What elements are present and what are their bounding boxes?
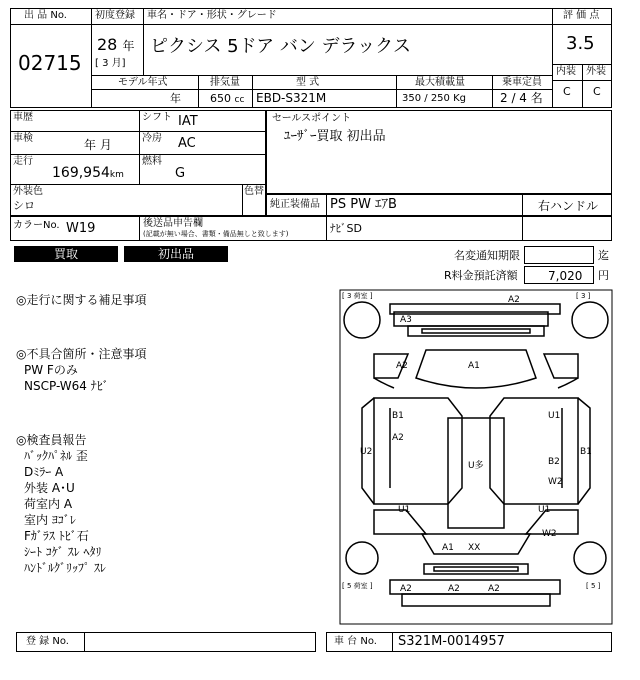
mileage: 169,954km	[52, 165, 124, 181]
mark-u1-left-bottom: U1	[398, 505, 411, 515]
chassis-label: 車 台 No.	[334, 636, 377, 647]
exterior-grade: C	[593, 85, 601, 98]
name-change-label: 名変通知期限	[454, 249, 520, 262]
mark-b1-left: B1	[392, 411, 404, 421]
inspector-item: 荷室内 A	[24, 497, 73, 511]
ac-label: 冷房	[142, 133, 162, 144]
inspector-item: Fｶﾞﾗｽ ﾄﾋﾞ石	[24, 529, 89, 543]
mark-w2-right-top: W2	[548, 477, 563, 487]
mark-a2-left: A2	[392, 433, 404, 443]
reg-no-label: 登 録 No.	[26, 636, 69, 647]
inspector-title: ◎検査員報告	[16, 433, 87, 447]
exterior-color: シロ	[13, 199, 35, 212]
later-items-label: 後送品申告欄	[143, 218, 203, 229]
inspector-item: ﾊﾞｯｸﾊﾟﾈﾙ 歪	[24, 449, 88, 463]
history-label: 車歴	[13, 112, 33, 123]
fuel: G	[175, 166, 186, 181]
first-listing-badge: 初出品	[124, 246, 228, 262]
inspector-section	[16, 432, 106, 576]
mark-u2-left: U2	[360, 447, 373, 457]
shift-label: シフト	[142, 112, 172, 123]
mark-roof-front: A1	[468, 361, 480, 371]
mark-bumper-a2-2: A2	[448, 584, 460, 594]
model-year-label: モデル年式	[118, 77, 168, 88]
notes-section	[16, 292, 146, 308]
first-reg-year: 28 年	[97, 35, 135, 54]
mark-center: U多	[468, 461, 484, 471]
extra-equipment: ﾅﾋﾞSD	[330, 222, 362, 235]
max-load: 350 / 250 Kg	[402, 93, 466, 104]
steering: 右ハンドル	[538, 199, 599, 213]
inspector-item: ｼｰﾄ ｺｹﾞ ｽﾚ ﾍﾀﾘ	[24, 545, 102, 559]
diagram-corner-tl: [ 3 荷室 ]	[342, 292, 373, 300]
mark-b1-right: B1	[580, 447, 592, 457]
sales-point-label: セールスポイント	[272, 113, 352, 124]
diagram-corner-tr: [ 3 ]	[576, 292, 591, 300]
mark-front-xx: XX	[468, 543, 481, 553]
interior-label: 内装	[556, 66, 576, 77]
lot-no-label: 出 品 No.	[24, 10, 67, 21]
first-reg-label: 初度登録	[95, 10, 135, 21]
name-change-box	[524, 246, 594, 264]
car-name: ピクシス 5ドア バン デラックス	[150, 36, 411, 57]
interior-grade: C	[563, 85, 571, 98]
inspector-item: ﾊﾝﾄﾞﾙｸﾞﾘｯﾌﾟ ｽﾚ	[24, 561, 106, 575]
first-reg-month: [ 3 月]	[95, 58, 126, 69]
score: 3.5	[566, 33, 595, 54]
displacement-label: 排気量	[210, 77, 240, 88]
inspection-label: 車検	[13, 133, 33, 144]
purchase-badge: 買取	[14, 246, 118, 262]
shift: IAT	[178, 114, 198, 129]
mark-b2-right: B2	[548, 457, 560, 467]
defects-title: ◎不具合箇所・注意事項	[16, 347, 147, 361]
type-label: 型 式	[296, 77, 320, 88]
recycle-value: 7,020	[548, 269, 583, 283]
mark-bumper-a2-1: A2	[400, 584, 412, 594]
mark-top-bumper: A2	[508, 295, 520, 305]
capacity-label: 乗車定員	[502, 77, 542, 88]
diagram-corner-br: [ 5 ]	[586, 582, 601, 590]
defect-item: PW Fのみ	[24, 363, 78, 377]
mark-w2-right-bottom: W2	[542, 529, 557, 539]
name-change-unit: 迄	[598, 249, 609, 262]
exterior-label: 外装	[586, 66, 606, 77]
lot-no: 02715	[18, 51, 82, 75]
score-label: 評 価 点	[563, 10, 600, 21]
mark-front-a1: A1	[442, 543, 454, 553]
mark-u1-right-top: U1	[548, 411, 561, 421]
fuel-label: 燃料	[142, 156, 162, 167]
defect-item: NSCP-W64 ﾅﾋﾞ	[24, 379, 109, 393]
color-no-label: カラーNo.	[13, 220, 60, 231]
mark-u1-right-bottom: U1	[538, 505, 551, 515]
defects-section	[16, 346, 146, 394]
inspector-item: Dﾐﾗｰ A	[24, 465, 64, 479]
inspector-item: 室内 ﾖｺﾞﾚ	[24, 513, 76, 527]
recycle-label: R料金預託済額	[444, 269, 518, 282]
color-change-label: 色替	[244, 186, 264, 197]
later-items-note: (記載が無い場合、書類・備品無しと致します)	[143, 230, 289, 238]
chassis-no: S321M-0014957	[398, 634, 505, 649]
mark-left-top: A2	[396, 361, 408, 371]
equipment-label: 純正装備品	[270, 199, 320, 210]
driving-notes-title: ◎走行に関する補足事項	[16, 293, 147, 307]
exterior-color-label: 外装色	[13, 186, 43, 197]
max-load-label: 最大積載量	[415, 77, 465, 88]
recycle-unit: 円	[598, 269, 609, 282]
car-name-label: 車名・ドア・形状・グレード	[147, 10, 277, 21]
mark-bumper-a2-3: A2	[488, 584, 500, 594]
damage-diagram	[338, 288, 614, 628]
type-value: EBD-S321M	[256, 91, 327, 105]
diagram-corner-bl: [ 5 荷室 ]	[342, 582, 373, 590]
displacement: 650 cc	[210, 92, 245, 105]
mileage-label: 走行	[13, 156, 33, 167]
details-grid	[10, 110, 266, 216]
capacity: 2 / 4 名	[500, 91, 543, 105]
equipment: PS PW ｴｱB	[330, 197, 397, 212]
model-year-value: 年	[170, 92, 181, 105]
inspection-value: 年 月	[84, 138, 112, 152]
inspector-item: 外装 A･U	[24, 481, 75, 495]
sales-point: ﾕｰｻﾞｰ買取 初出品	[284, 129, 386, 144]
ac: AC	[178, 136, 196, 151]
mark-rear-panel: A3	[400, 315, 412, 325]
color-no: W19	[66, 221, 96, 236]
